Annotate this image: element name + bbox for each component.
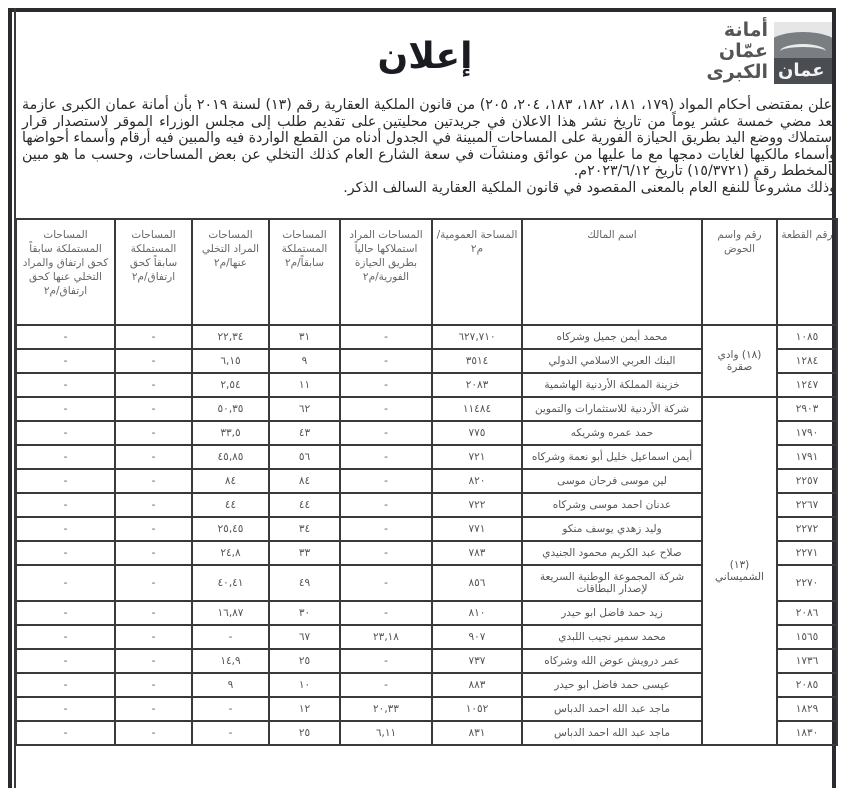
header-total-area: المساحة العمومية/م٢ <box>432 219 522 325</box>
easement-relinquish-cell: - <box>16 469 115 493</box>
easement-before-cell: - <box>115 721 192 745</box>
total-area-cell: ٣٥١٤ <box>432 349 522 373</box>
acquired-before-cell: ٦٢ <box>269 397 340 421</box>
acquire-now-cell: ٢٠,٣٣ <box>340 697 432 721</box>
easement-before-cell: - <box>115 541 192 565</box>
easement-relinquish-cell: - <box>16 517 115 541</box>
acquired-before-cell: ٤٩ <box>269 565 340 601</box>
plot-number-cell: ١٢٨٤ <box>777 349 837 373</box>
easement-relinquish-cell: - <box>16 541 115 565</box>
acquire-now-cell: - <box>340 349 432 373</box>
easement-before-cell: - <box>115 517 192 541</box>
acquired-before-cell: ٤٣ <box>269 421 340 445</box>
relinquish-cell: ٣٣,٥ <box>192 421 269 445</box>
acquired-before-cell: ٢٥ <box>269 649 340 673</box>
easement-relinquish-cell: - <box>16 649 115 673</box>
owner-name-cell: عمر درويش عوض الله وشركاه <box>522 649 702 673</box>
header-relinquish: المساحات المراد التخلي عنها/م٢ <box>192 219 269 325</box>
plot-number-cell: ٢٢٥٧ <box>777 469 837 493</box>
easement-relinquish-cell: - <box>16 349 115 373</box>
relinquish-cell: ٥٠,٣٥ <box>192 397 269 421</box>
plot-number-cell: ٢٢٧٠ <box>777 565 837 601</box>
plot-number-cell: ١٨٣٠ <box>777 721 837 745</box>
amman-skyline-logo-icon: عمان <box>774 22 832 84</box>
plot-number-cell: ١٧٣٦ <box>777 649 837 673</box>
acquired-before-cell: ٤٤ <box>269 493 340 517</box>
owner-name-cell: محمد أيمن جميل وشركاه <box>522 325 702 349</box>
total-area-cell: ٨٨٣ <box>432 673 522 697</box>
relinquish-cell: - <box>192 721 269 745</box>
easement-relinquish-cell: - <box>16 625 115 649</box>
owner-name-cell: حمد عمره وشريكه <box>522 421 702 445</box>
acquire-now-cell: ٦,١١ <box>340 721 432 745</box>
acquire-now-cell: - <box>340 421 432 445</box>
basin-cell: (١٨) وادي صقرة <box>702 325 777 397</box>
header-plot-number: رقم القطعة <box>777 219 837 325</box>
easement-relinquish-cell: - <box>16 325 115 349</box>
total-area-cell: ٧٢١ <box>432 445 522 469</box>
easement-before-cell: - <box>115 397 192 421</box>
logo-line-1: أمانة <box>723 19 768 41</box>
announcement-closing: وذلك مشروعاً للنفع العام بالمعنى المقصود في قانون الملكية العقارية السالف الذكر. <box>343 179 836 196</box>
easement-relinquish-cell: - <box>16 397 115 421</box>
easement-before-cell: - <box>115 565 192 601</box>
relinquish-cell: ٤٠,٤١ <box>192 565 269 601</box>
easement-before-cell: - <box>115 493 192 517</box>
owner-name-cell: شركة المجموعة الوطنية السريعة لإصدار البطاقات <box>522 565 702 601</box>
total-area-cell: ٨٥٦ <box>432 565 522 601</box>
acquire-now-cell: - <box>340 649 432 673</box>
easement-relinquish-cell: - <box>16 565 115 601</box>
easement-relinquish-cell: - <box>16 601 115 625</box>
relinquish-cell: ٢٢,٣٤ <box>192 325 269 349</box>
acquire-now-cell: - <box>340 541 432 565</box>
plot-number-cell: ١٠٨٥ <box>777 325 837 349</box>
acquired-before-cell: ٣٠ <box>269 601 340 625</box>
acquire-now-cell: - <box>340 601 432 625</box>
owner-name-cell: عيسى حمد فاضل ابو حيدر <box>522 673 702 697</box>
owner-name-cell: عدنان احمد موسى وشركاه <box>522 493 702 517</box>
total-area-cell: ٧٨٣ <box>432 541 522 565</box>
relinquish-cell: ٩ <box>192 673 269 697</box>
plot-number-cell: ١٨٢٩ <box>777 697 837 721</box>
acquire-now-cell: - <box>340 397 432 421</box>
easement-before-cell: - <box>115 673 192 697</box>
total-area-cell: ١٠٥٢ <box>432 697 522 721</box>
acquire-now-cell: - <box>340 493 432 517</box>
acquired-before-cell: ٣٤ <box>269 517 340 541</box>
acquire-now-cell: - <box>340 517 432 541</box>
relinquish-cell: ٢,٥٤ <box>192 373 269 397</box>
plot-number-cell: ٢٢٧١ <box>777 541 837 565</box>
total-area-cell: ٩٠٧ <box>432 625 522 649</box>
acquired-before-cell: ٣١ <box>269 325 340 349</box>
total-area-cell: ٦٢٧,٧١٠ <box>432 325 522 349</box>
owner-name-cell: محمد سمير نجيب اللبدي <box>522 625 702 649</box>
owner-name-cell: ماجد عبد الله احمد الدباس <box>522 697 702 721</box>
plot-number-cell: ١٢٤٧ <box>777 373 837 397</box>
relinquish-cell: - <box>192 625 269 649</box>
header-acquired-before: المساحات المستملكة سابقاً/م٢ <box>269 219 340 325</box>
total-area-cell: ٨١٠ <box>432 601 522 625</box>
acquired-before-cell: ٥٦ <box>269 445 340 469</box>
easement-before-cell: - <box>115 625 192 649</box>
table-row <box>16 397 837 421</box>
relinquish-cell: ٢٥,٤٥ <box>192 517 269 541</box>
easement-before-cell: - <box>115 421 192 445</box>
relinquish-cell: ٦,١٥ <box>192 349 269 373</box>
acquire-now-cell: - <box>340 469 432 493</box>
acquire-now-cell: - <box>340 565 432 601</box>
easement-relinquish-cell: - <box>16 697 115 721</box>
acquired-before-cell: ٣٣ <box>269 541 340 565</box>
total-area-cell: ١١٤٨٤ <box>432 397 522 421</box>
plot-number-cell: ١٧٩١ <box>777 445 837 469</box>
header-acquire-now: المساحات المراد استملاكها حالياً بطريق الحيازة الفورية/م٢ <box>340 219 432 325</box>
easement-before-cell: - <box>115 697 192 721</box>
owner-name-cell: لين موسى فرحان موسى <box>522 469 702 493</box>
acquired-before-cell: ٢٥ <box>269 721 340 745</box>
easement-relinquish-cell: - <box>16 721 115 745</box>
table-header-row <box>16 219 837 325</box>
total-area-cell: ٨٣١ <box>432 721 522 745</box>
plot-number-cell: ٢٠٨٥ <box>777 673 837 697</box>
table-row <box>16 325 837 349</box>
acquire-now-cell: - <box>340 673 432 697</box>
total-area-cell: ٨٢٠ <box>432 469 522 493</box>
announcement-paragraph: أعلن بمقتضى أحكام المواد (١٧٩، ١٨١، ١٨٢، ١٨٣، ٢٠٤، ٢٠٥) من قانون الملكية العقارية رقم (١٣) لسنة ٢٠١٩ بأن أمانة عمان الكبرى عازمة بعد مضي خمسة عشر يوماً من تاريخ نشر هذا الاعلان في جريدتين محليتين على تقديم طلب إلى مجلس الوزراء الموقر لاستصدار قرار استملاك ووضع اليد بطريق الحيازة الفورية على المساحات المبينة في الجدول أدناه من القطع الواردة فيه والمبين فيه أرقام وأسماء أحواضها وأسماء مالكيها لغايات دمجها مع ما عليها من عوائق ومنشآت في سعة الشارع العام كذلك التخلي عن بعض المساحات، وحسب ما هو مبين بالمخطط رقم (١٥/٣٧٢١) تاريخ ٢٠٢٣/٦/١٢م. <box>22 97 837 180</box>
total-area-cell: ٧٢٢ <box>432 493 522 517</box>
relinquish-cell: ٨٤ <box>192 469 269 493</box>
header-easement-relinquish: المساحات المستملكة سابقاً كحق ارتفاق والمراد التخلي عنها كحق ارتفاق/م٢ <box>16 219 115 325</box>
plot-number-cell: ١٧٩٠ <box>777 421 837 445</box>
header-owner: اسم المالك <box>522 219 702 325</box>
plot-number-cell: ٢٠٨٦ <box>777 601 837 625</box>
easement-before-cell: - <box>115 373 192 397</box>
total-area-cell: ٢٠٨٣ <box>432 373 522 397</box>
acquire-now-cell: ٢٣,١٨ <box>340 625 432 649</box>
easement-before-cell: - <box>115 649 192 673</box>
plot-number-cell: ٢٢٧٢ <box>777 517 837 541</box>
acquired-before-cell: ١٢ <box>269 697 340 721</box>
acquired-before-cell: ٦٧ <box>269 625 340 649</box>
easement-relinquish-cell: - <box>16 673 115 697</box>
easement-relinquish-cell: - <box>16 421 115 445</box>
logo-line-3: الكبرى <box>706 61 768 83</box>
plot-number-cell: ١٥٦٥ <box>777 625 837 649</box>
easement-before-cell: - <box>115 601 192 625</box>
easement-relinquish-cell: - <box>16 493 115 517</box>
easement-relinquish-cell: - <box>16 373 115 397</box>
acquired-before-cell: ٨٤ <box>269 469 340 493</box>
owner-name-cell: البنك العربي الاسلامي الدولي <box>522 349 702 373</box>
announcement-title: إعلان <box>377 36 473 77</box>
acquire-now-cell: - <box>340 373 432 397</box>
relinquish-cell: ٤٤ <box>192 493 269 517</box>
acquired-before-cell: ١٠ <box>269 673 340 697</box>
header-easement-before: المساحات المستملكة سابقاً كحق ارتفاق/م٢ <box>115 219 192 325</box>
total-area-cell: ٧٧٥ <box>432 421 522 445</box>
relinquish-cell: ١٦,٨٧ <box>192 601 269 625</box>
owner-name-cell: أيمن اسماعيل خليل أبو نعمة وشركاه <box>522 445 702 469</box>
header-basin: رقم واسم الحوض <box>702 219 777 325</box>
easement-before-cell: - <box>115 469 192 493</box>
plot-number-cell: ٢٩٠٣ <box>777 397 837 421</box>
basin-cell: (١٣) الشميساني <box>702 397 777 745</box>
acquired-before-cell: ١١ <box>269 373 340 397</box>
logo-line-2: عمّان <box>718 40 768 62</box>
easement-relinquish-cell: - <box>16 445 115 469</box>
owner-name-cell: صلاح عبد الكريم محمود الجنيدي <box>522 541 702 565</box>
relinquish-cell: ٢٤,٨ <box>192 541 269 565</box>
relinquish-cell: ١٤,٩ <box>192 649 269 673</box>
owner-name-cell: زيد حمد فاضل ابو حيدر <box>522 601 702 625</box>
relinquish-cell: ٤٥,٨٥ <box>192 445 269 469</box>
easement-before-cell: - <box>115 445 192 469</box>
total-area-cell: ٧٣٧ <box>432 649 522 673</box>
total-area-cell: ٧٧١ <box>432 517 522 541</box>
acquired-before-cell: ٩ <box>269 349 340 373</box>
acquire-now-cell: - <box>340 445 432 469</box>
owner-name-cell: خزينة المملكة الأردنية الهاشمية <box>522 373 702 397</box>
announcement-body <box>22 97 836 197</box>
owner-name-cell: شركة الأردنية للاستثمارات والتموين <box>522 397 702 421</box>
parcels-table <box>15 218 838 746</box>
plot-number-cell: ٢٢٦٧ <box>777 493 837 517</box>
easement-before-cell: - <box>115 325 192 349</box>
owner-name-cell: ماجد عبد الله احمد الدباس <box>522 721 702 745</box>
acquire-now-cell: - <box>340 325 432 349</box>
owner-name-cell: وليد زهدي يوسف منكو <box>522 517 702 541</box>
relinquish-cell: - <box>192 697 269 721</box>
easement-before-cell: - <box>115 349 192 373</box>
